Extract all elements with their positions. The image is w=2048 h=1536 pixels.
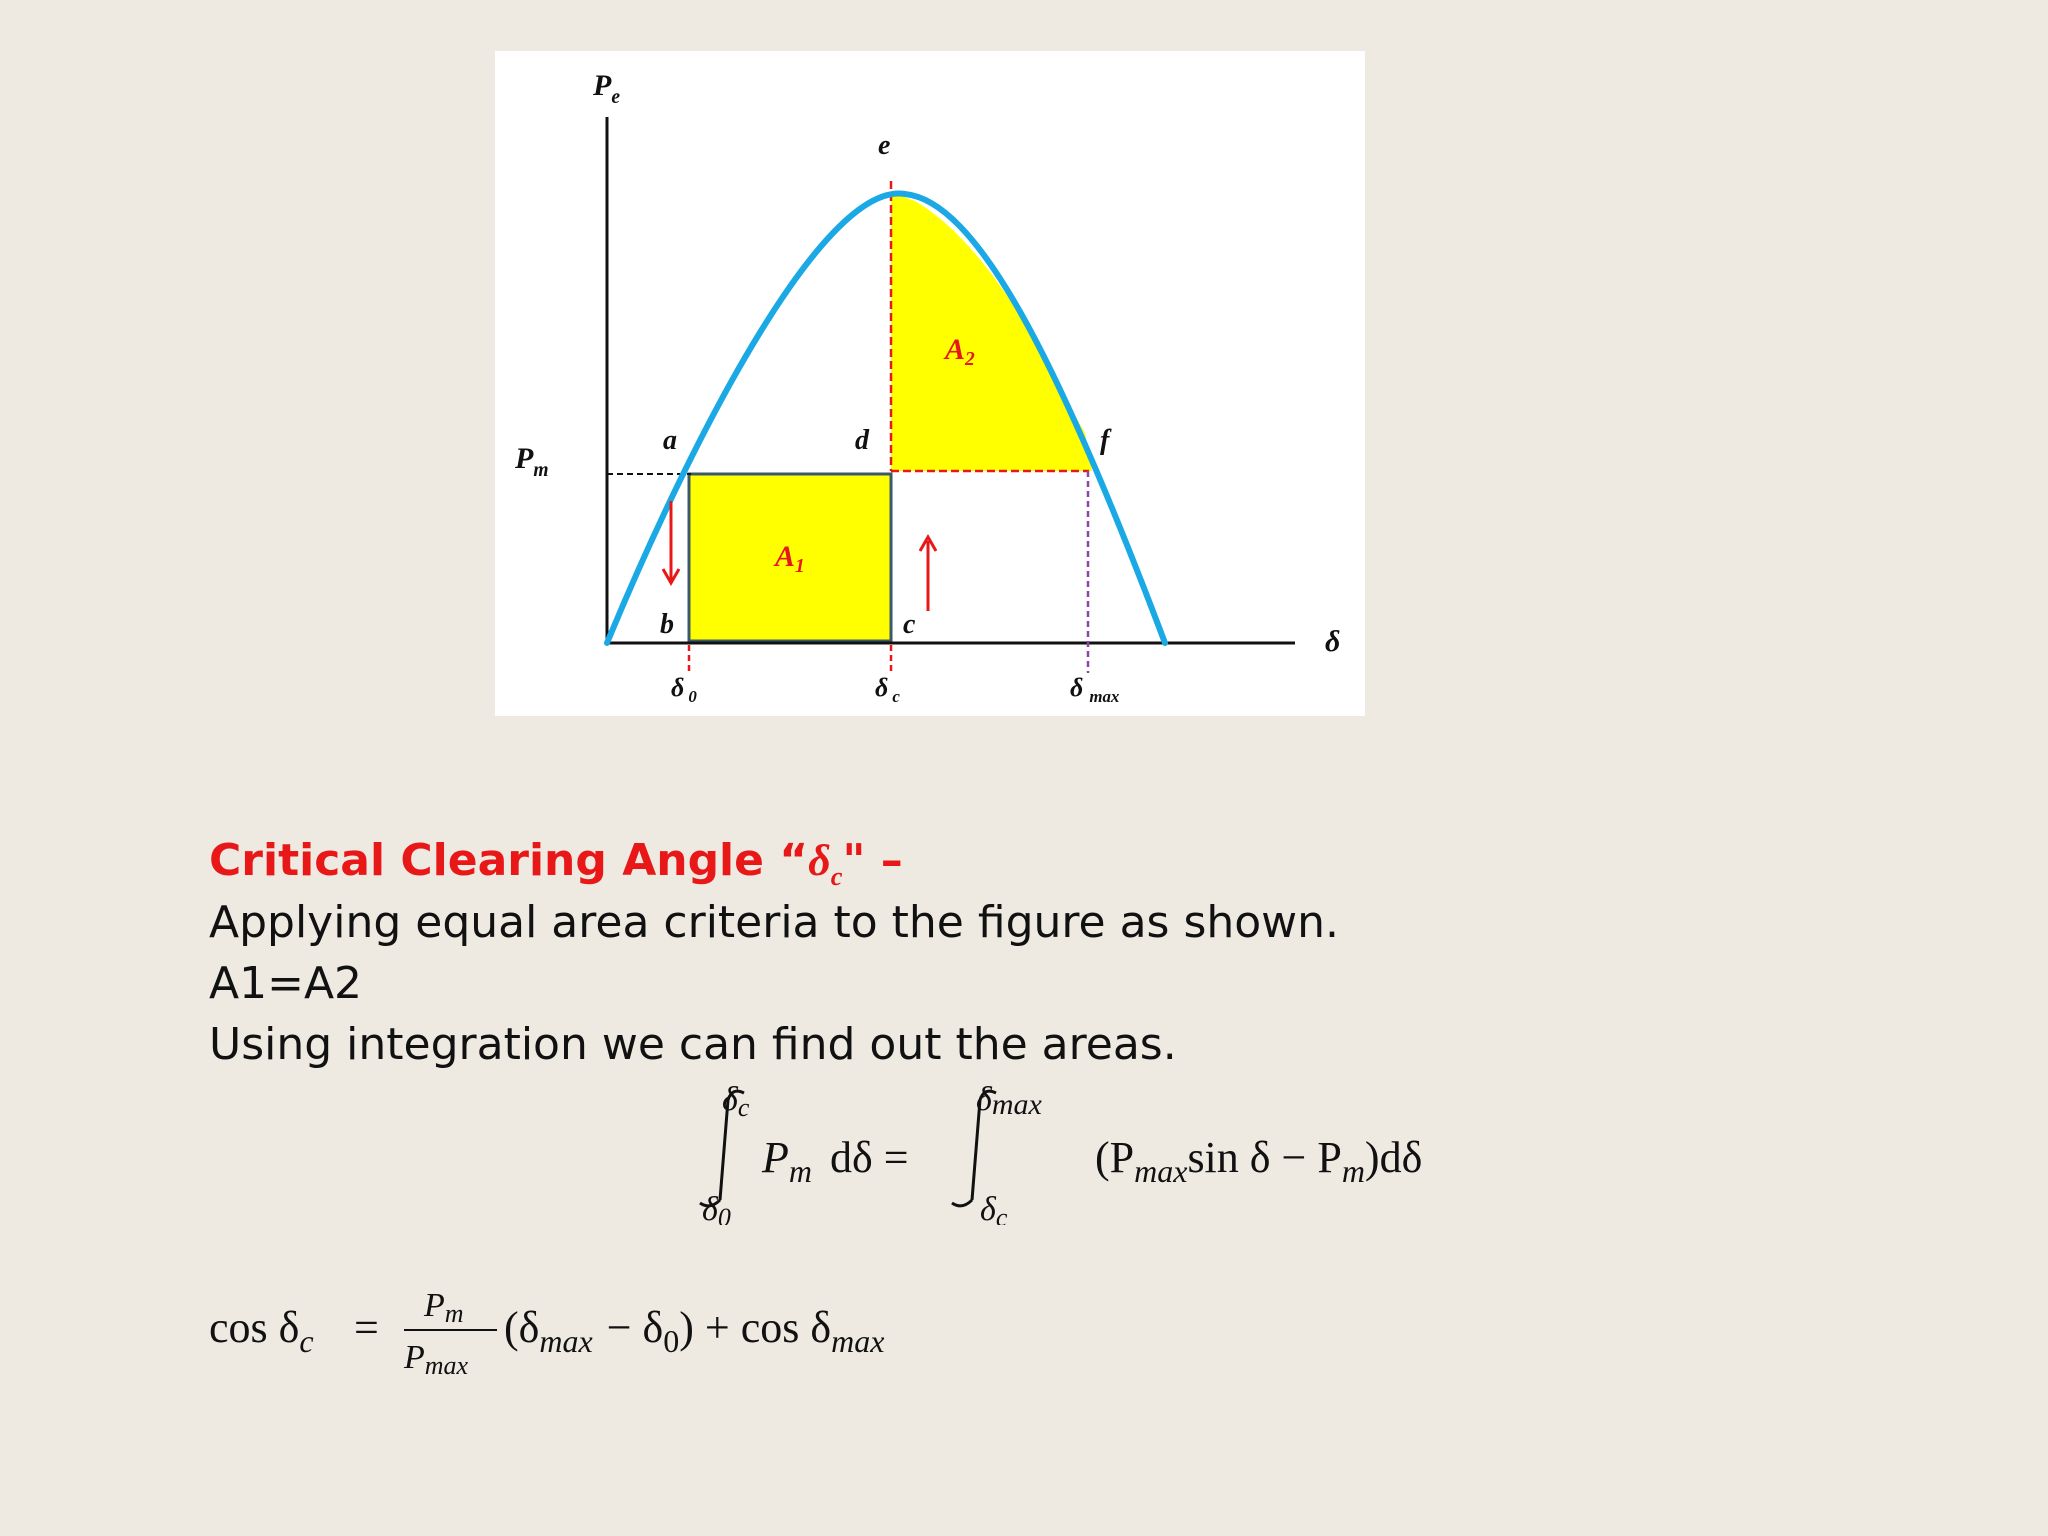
eq1-d1: dδ = [830,1133,909,1182]
eq1-upper1: δc [722,1081,750,1122]
eq1-rhs: ($P_{max}\sin$ $\delta - P_m)d\delta$ [1095,1133,1423,1189]
point-a-label: a [663,425,677,456]
tick-deltamax-label: δ $_{max}$ [1070,673,1120,706]
point-d-label: d [855,425,869,456]
x-axis-label: δ [1325,625,1341,658]
integral-equation [680,1075,1560,1225]
eq1-lower2: δc [980,1191,1008,1225]
heading: Critical Clearing Angle “$\delta_c$" – [209,835,903,891]
cos-equation-svg [209,1282,1109,1392]
text-line-3: Using integration we can find out the areas. [209,1019,1177,1070]
eq2-numerator: Pm [424,1287,464,1328]
point-b-label: b [660,609,674,640]
area-a2-fill [891,191,1092,471]
eq2-rhs: $(\delta_{max} - \delta_0) + \cos \delta_{max}$ [504,1303,885,1359]
tick-delta0-label: δ $_0$ [671,673,697,706]
integral-equation-svg [680,1075,1560,1225]
eq2-denominator: Pmax [404,1339,469,1380]
text-line-1: Applying equal area criteria to the figure as shown. [209,897,1340,948]
y-axis-label: $P_e$ [593,69,620,108]
point-c-label: c [903,609,916,640]
power-angle-figure [495,51,1365,716]
power-angle-diagram [495,51,1365,716]
eq1-integrand1: $P_m$ [762,1133,812,1189]
area-a2-label: $A_2$ [945,333,975,370]
pm-label: $P_m$ [515,442,549,481]
eq2-lhs: $\cos \delta_c$ [209,1303,314,1359]
up-arrow [920,537,936,611]
eq1-upper2: δmax [976,1081,1042,1121]
explanation-text [209,830,1909,1075]
cos-delta-c-equation [209,1282,1109,1392]
area-a1-label: $A_1$ [775,540,805,577]
eq1-lower1: δ0 [702,1191,731,1225]
point-e-label: e [878,130,891,161]
text-line-2: A1=A2 [209,958,363,1009]
eq2-equals: = [354,1303,379,1352]
tick-deltac-label: δ $_c$ [875,673,900,706]
point-f-label: f [1100,425,1110,456]
